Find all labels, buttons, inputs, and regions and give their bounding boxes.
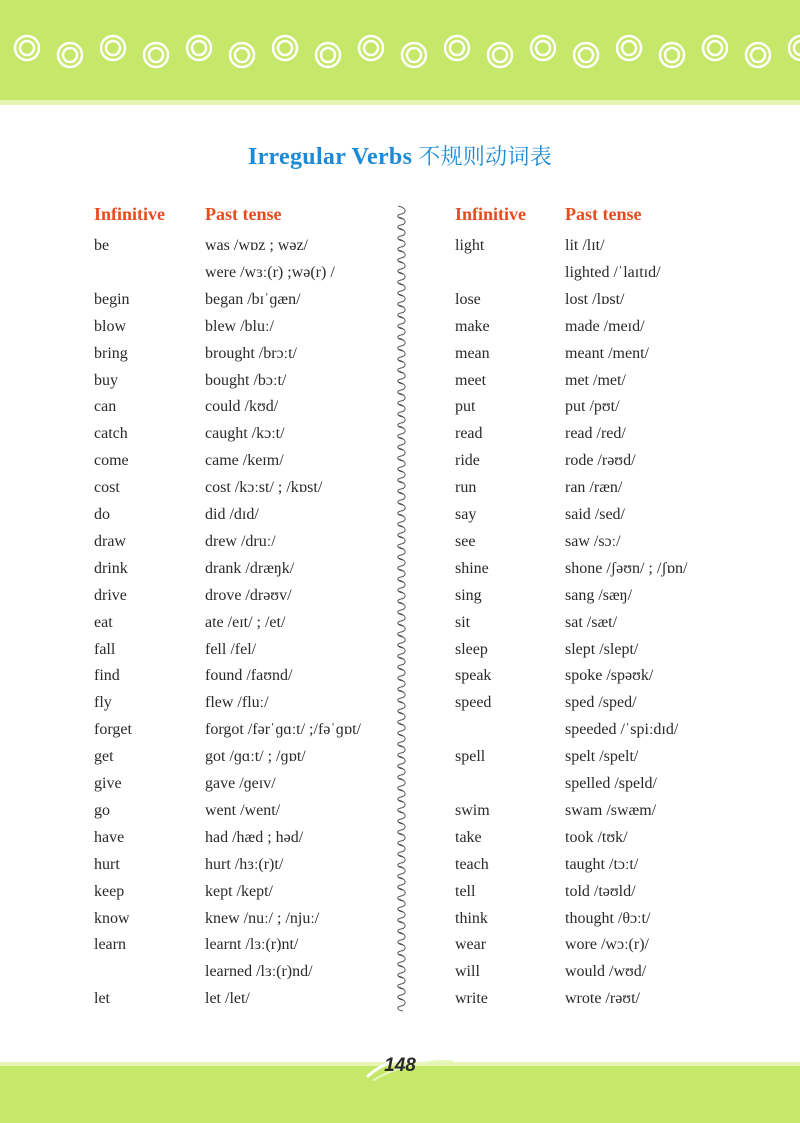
ornamental-divider — [393, 202, 411, 1012]
binder-ring-inner — [321, 48, 335, 62]
infinitive-cell: be — [94, 237, 110, 254]
title-english: Irregular Verbs — [247, 144, 413, 170]
past-tense-cell: gave /ɡeɪv/ — [205, 775, 276, 792]
infinitive-cell: eat — [94, 613, 113, 631]
binder-ring-inner — [536, 41, 550, 55]
past-tense-cell: slept /slept/ — [565, 640, 639, 658]
infinitive-cell: hurt — [94, 855, 120, 873]
binder-ring — [402, 43, 426, 67]
binder-ring — [703, 36, 727, 60]
binder-ring — [488, 43, 512, 67]
verb-row — [455, 743, 755, 770]
past-tense-cell: found /faʊnd/ — [205, 667, 293, 685]
infinitive-cell: shine — [455, 559, 489, 577]
infinitive-cell: say — [455, 506, 477, 523]
binder-ring-inner — [579, 48, 593, 62]
binder-ring — [359, 36, 383, 60]
infinitive-cell: buy — [94, 371, 118, 389]
binder-ring-inner — [794, 41, 800, 55]
page-number: 148 — [384, 1055, 416, 1076]
binder-ring — [445, 36, 469, 60]
past-tense-cell: would /wʊd/ — [565, 963, 647, 981]
past-tense-cell: flew /fluː/ — [205, 694, 269, 712]
binder-ring-inner — [708, 41, 722, 55]
verb-row — [455, 340, 755, 367]
infinitive-cell: drink — [94, 559, 128, 577]
verb-row — [94, 528, 394, 555]
past-tense-cell: spoke /spəʊk/ — [565, 667, 654, 685]
infinitive-cell: wear — [455, 936, 487, 954]
verb-row — [94, 636, 394, 663]
verb-row — [94, 958, 394, 985]
binder-ring — [574, 43, 598, 67]
verb-row — [455, 313, 755, 340]
past-tense-cell: forgot /fərˈɡɑːt/ ;/fəˈɡɒt/ — [205, 721, 361, 739]
infinitive-cell: take — [455, 828, 482, 846]
past-tense-cell: lit /lɪt/ — [565, 237, 605, 254]
infinitive-cell: ride — [455, 452, 480, 470]
past-tense-cell: did /dɪd/ — [205, 506, 259, 523]
past-tense-cell: speeded /ˈspiːdɪd/ — [565, 721, 679, 739]
infinitive-cell: fall — [94, 640, 116, 658]
past-tense-cell: drank /dræŋk/ — [205, 559, 295, 577]
verb-row — [94, 259, 394, 286]
verb-row — [94, 232, 394, 259]
infinitive-cell: see — [455, 532, 476, 550]
past-tense-cell: spelt /spelt/ — [565, 748, 639, 766]
past-tense-cell: learned /lɜː(r)nd/ — [205, 963, 313, 981]
past-tense-cell: thought /θɔːt/ — [565, 909, 651, 927]
verb-row — [94, 555, 394, 582]
past-tense-cell: could /kʊd/ — [205, 398, 279, 416]
past-tense-cell: met /met/ — [565, 371, 626, 389]
past-tense-cell: took /tʊk/ — [565, 828, 628, 846]
infinitive-cell: come — [94, 452, 129, 470]
past-tense-cell: meant /ment/ — [565, 344, 649, 362]
infinitive-cell: give — [94, 775, 122, 792]
verb-row — [455, 555, 755, 582]
verb-row — [94, 420, 394, 447]
past-tense-cell: came /keɪm/ — [205, 452, 284, 470]
past-tense-cell: drove /drəʊv/ — [205, 586, 292, 604]
verb-row — [94, 824, 394, 851]
past-tense-cell: fell /fel/ — [205, 640, 257, 658]
past-tense-cell: began /bɪˈɡæn/ — [205, 290, 301, 308]
past-tense-cell: sang /sæŋ/ — [565, 586, 633, 604]
verb-row — [455, 420, 755, 447]
binder-ring-inner — [407, 48, 421, 62]
verb-row — [455, 851, 755, 878]
past-tense-cell: learnt /lɜː(r)nt/ — [205, 936, 299, 954]
infinitive-cell: spell — [455, 748, 486, 766]
infinitive-cell: will — [455, 963, 480, 981]
verb-row — [94, 878, 394, 905]
past-tense-cell: were /wɜː(r) ;wə(r) / — [205, 263, 335, 281]
verb-row — [455, 367, 755, 394]
binder-ring-inner — [450, 41, 464, 55]
verb-row — [94, 340, 394, 367]
top-band-edge — [0, 100, 800, 105]
verb-row — [94, 609, 394, 636]
past-tense-cell: hurt /hɜː(r)t/ — [205, 855, 284, 873]
verb-row — [455, 582, 755, 609]
infinitive-cell: meet — [455, 371, 487, 389]
binder-ring — [746, 43, 770, 67]
verb-row — [94, 985, 394, 1012]
past-tense-cell: let /let/ — [205, 990, 250, 1008]
infinitive-cell: fly — [94, 694, 112, 712]
infinitive-cell: can — [94, 398, 117, 416]
binder-ring — [230, 43, 254, 67]
past-tense-cell: went /went/ — [205, 801, 281, 819]
past-tense-cell: rode /rəʊd/ — [565, 452, 636, 470]
past-tense-cell: ran /ræn/ — [565, 479, 623, 497]
past-tense-cell: kept /kept/ — [205, 882, 273, 900]
past-tense-cell: saw /sɔː/ — [565, 532, 621, 550]
verb-row — [94, 716, 394, 743]
infinitive-cell: lose — [455, 290, 481, 308]
right-header-infinitive: Infinitive — [455, 204, 527, 224]
binder-ring-inner — [20, 41, 34, 55]
verb-row — [455, 286, 755, 313]
past-tense-cell: lighted /ˈlaɪtɪd/ — [565, 263, 661, 281]
binder-ring-inner — [665, 48, 679, 62]
infinitive-cell: sleep — [455, 640, 488, 658]
binder-ring-inner — [622, 41, 636, 55]
infinitive-cell: blow — [94, 317, 126, 335]
verb-row — [94, 501, 394, 528]
verb-row — [94, 582, 394, 609]
infinitive-cell: read — [455, 425, 483, 443]
binder-ring — [660, 43, 684, 67]
past-tense-cell: lost /lɒst/ — [565, 290, 625, 308]
binder-ring-inner — [278, 41, 292, 55]
verb-row — [455, 985, 755, 1012]
past-tense-cell: told /təʊld/ — [565, 882, 636, 900]
infinitive-cell: draw — [94, 532, 126, 550]
binder-ring — [144, 43, 168, 67]
infinitive-cell: swim — [455, 801, 490, 819]
binder-ring-inner — [364, 41, 378, 55]
verb-row — [94, 931, 394, 958]
infinitive-cell: light — [455, 237, 485, 254]
past-tense-cell: was /wɒz ; wəz/ — [205, 237, 308, 254]
infinitive-cell: put — [455, 398, 476, 416]
past-tense-cell: knew /nuː/ ; /njuː/ — [205, 909, 320, 927]
verb-row — [455, 770, 755, 797]
infinitive-cell: go — [94, 801, 110, 819]
verb-row — [455, 259, 755, 286]
past-tense-cell: read /red/ — [565, 425, 626, 443]
infinitive-cell: keep — [94, 882, 125, 900]
verb-row — [455, 609, 755, 636]
past-tense-cell: wrote /rəʊt/ — [565, 990, 640, 1008]
binder-ring — [101, 36, 125, 60]
infinitive-cell: begin — [94, 290, 130, 308]
past-tense-cell: ate /eɪt/ ; /et/ — [205, 613, 286, 631]
infinitive-cell: sing — [455, 586, 482, 604]
past-tense-cell: said /sed/ — [565, 506, 625, 523]
verb-row — [455, 447, 755, 474]
verb-row — [455, 501, 755, 528]
past-tense-cell: bought /bɔːt/ — [205, 371, 287, 389]
verb-row — [455, 689, 755, 716]
infinitive-cell: forget — [94, 721, 132, 739]
verb-row — [94, 797, 394, 824]
verb-row — [455, 797, 755, 824]
past-tense-cell: taught /tɔːt/ — [565, 855, 639, 873]
past-tense-cell: drew /druː/ — [205, 532, 276, 550]
past-tense-cell: cost /kɔːst/ ; /kɒst/ — [205, 479, 323, 497]
infinitive-cell: know — [94, 909, 130, 927]
page-title — [0, 140, 800, 171]
binder-ring-inner — [106, 41, 120, 55]
past-tense-cell: put /pʊt/ — [565, 398, 620, 416]
infinitive-cell: run — [455, 479, 477, 497]
past-tense-cell: swam /swæm/ — [565, 801, 657, 819]
infinitive-cell: sit — [455, 613, 471, 631]
infinitive-cell: do — [94, 506, 110, 523]
verb-row — [455, 824, 755, 851]
verb-row — [94, 851, 394, 878]
infinitive-cell: have — [94, 828, 125, 846]
verb-row — [94, 447, 394, 474]
verb-row — [94, 905, 394, 932]
past-tense-cell: shone /ʃəʊn/ ; /ʃɒn/ — [565, 559, 688, 577]
binder-ring — [187, 36, 211, 60]
binder-ring-inner — [192, 41, 206, 55]
verb-row — [94, 662, 394, 689]
binder-ring-inner — [493, 48, 507, 62]
verb-row — [94, 367, 394, 394]
infinitive-cell: make — [455, 317, 490, 335]
infinitive-cell: find — [94, 667, 120, 685]
verb-row — [94, 313, 394, 340]
verb-row — [455, 528, 755, 555]
verb-row — [455, 474, 755, 501]
past-tense-cell: sped /sped/ — [565, 694, 637, 712]
verb-row — [94, 689, 394, 716]
binder-ring-inner — [235, 48, 249, 62]
past-tense-cell: wore /wɔː(r)/ — [565, 936, 649, 954]
binder-ring-inner — [751, 48, 765, 62]
past-tense-cell: brought /brɔːt/ — [205, 344, 297, 362]
binder-ring — [273, 36, 297, 60]
infinitive-cell: think — [455, 909, 488, 927]
verb-row — [455, 716, 755, 743]
binder-ring — [58, 43, 82, 67]
verb-row — [455, 958, 755, 985]
verb-row — [94, 393, 394, 420]
binder-ring — [617, 36, 641, 60]
verb-row — [455, 662, 755, 689]
verb-row — [94, 286, 394, 313]
infinitive-cell: speak — [455, 667, 492, 685]
past-tense-cell: sat /sæt/ — [565, 613, 618, 631]
infinitive-cell: speed — [455, 694, 492, 712]
binder-rings-decoration — [0, 0, 800, 100]
past-tense-cell: spelled /speld/ — [565, 775, 657, 792]
binder-ring — [531, 36, 555, 60]
infinitive-cell: teach — [455, 855, 489, 873]
infinitive-cell: bring — [94, 344, 128, 362]
binder-ring — [316, 43, 340, 67]
past-tense-cell: got /ɡɑːt/ ; /ɡɒt/ — [205, 748, 306, 766]
verb-row — [455, 393, 755, 420]
verb-row — [94, 474, 394, 501]
past-tense-cell: made /meɪd/ — [565, 317, 645, 335]
past-tense-cell: blew /bluː/ — [205, 317, 274, 335]
infinitive-cell: learn — [94, 936, 126, 954]
binder-ring-inner — [149, 48, 163, 62]
past-tense-cell: caught /kɔːt/ — [205, 425, 285, 443]
verb-row — [455, 878, 755, 905]
right-header-past-tense: Past tense — [565, 204, 642, 224]
title-chinese: 不规则动词表 — [418, 145, 553, 170]
past-tense-cell: had /hæd ; həd/ — [205, 828, 304, 846]
infinitive-cell: get — [94, 748, 114, 766]
verb-row — [455, 931, 755, 958]
binder-ring — [15, 36, 39, 60]
infinitive-cell: mean — [455, 344, 490, 362]
infinitive-cell: cost — [94, 479, 120, 497]
left-header-past-tense: Past tense — [205, 204, 282, 224]
infinitive-cell: let — [94, 990, 110, 1008]
infinitive-cell: drive — [94, 586, 127, 604]
binder-ring-inner — [63, 48, 77, 62]
verb-row — [455, 232, 755, 259]
infinitive-cell: tell — [455, 882, 476, 900]
verb-row — [94, 770, 394, 797]
verb-row — [94, 743, 394, 770]
verb-row — [455, 636, 755, 663]
verb-row — [455, 905, 755, 932]
infinitive-cell: write — [455, 990, 488, 1008]
infinitive-cell: catch — [94, 425, 128, 443]
left-header-infinitive: Infinitive — [94, 204, 166, 224]
